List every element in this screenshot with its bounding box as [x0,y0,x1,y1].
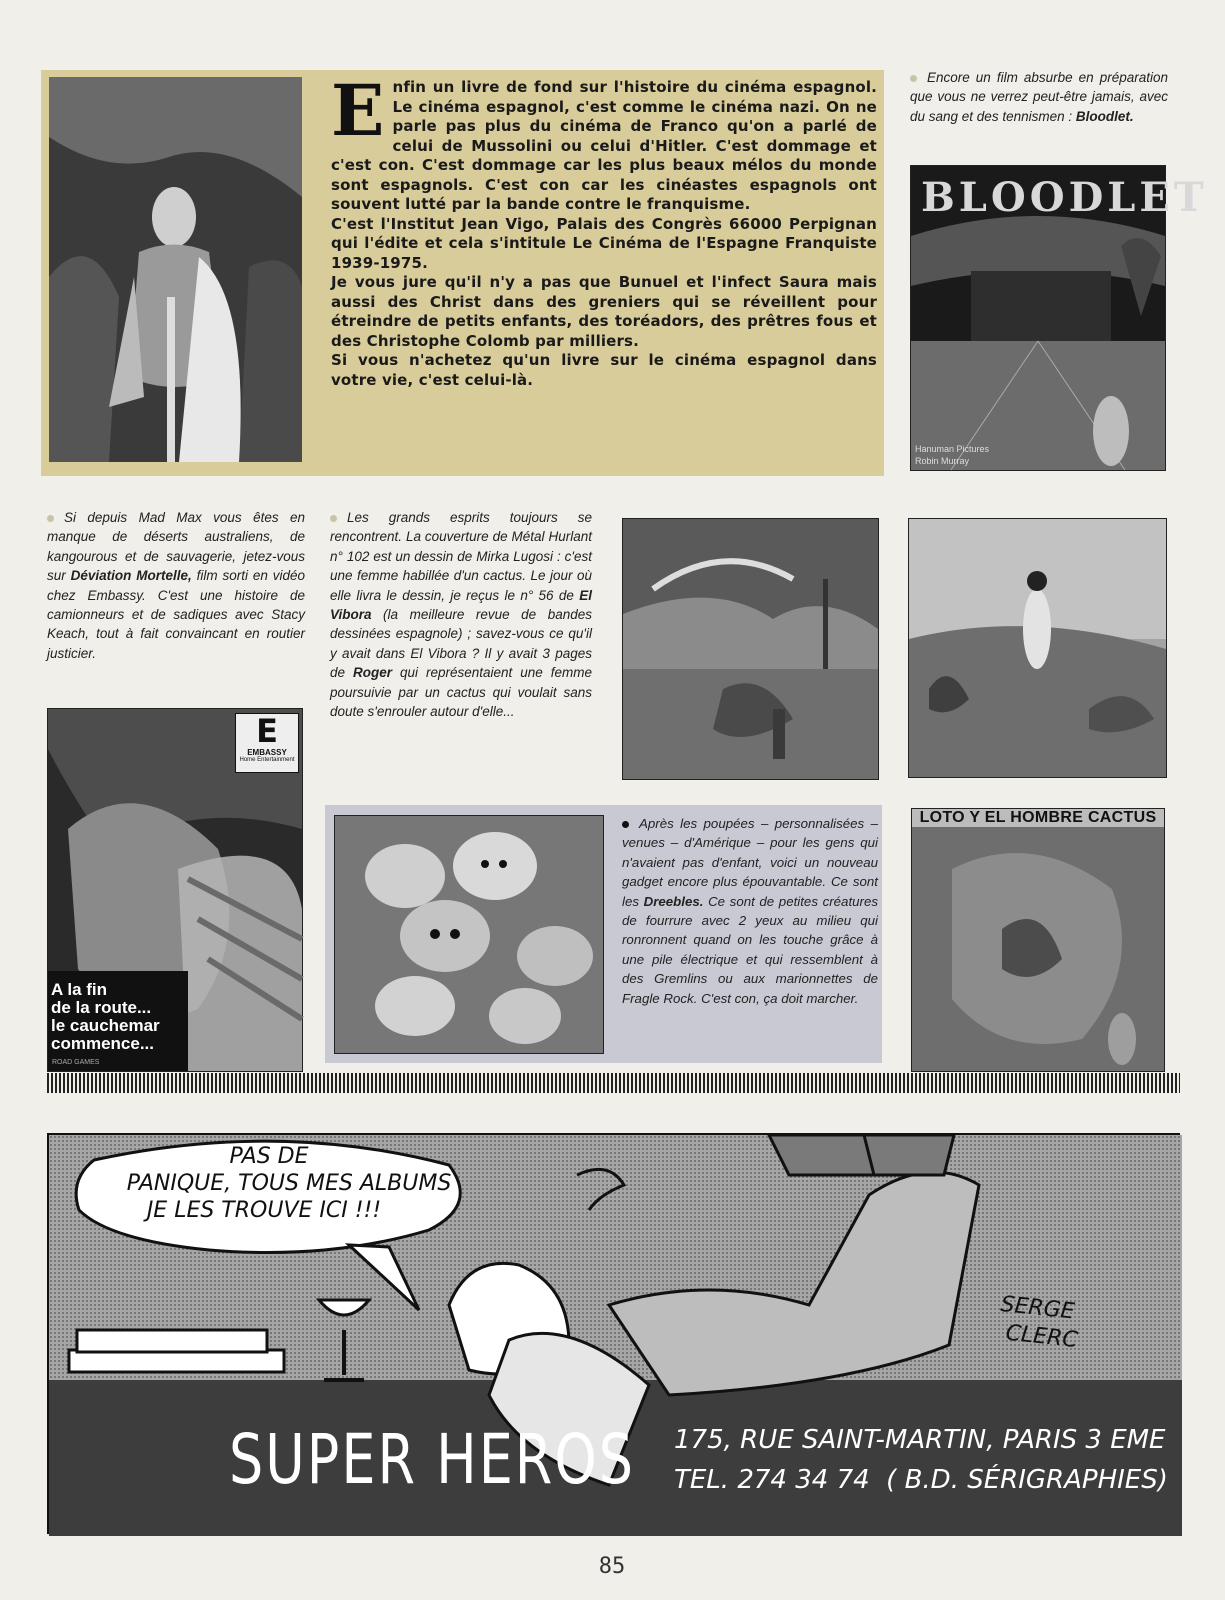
bloodlet-poster [910,165,1208,471]
barcode-divider [47,1073,1180,1093]
feature-article [331,69,877,390]
page-number: 85 [598,1554,626,1579]
bloodlet-credit-2: Robin Murray [915,456,970,466]
embassy-logo-letter: E [256,712,278,750]
el-vibora-title: El Vibora [330,587,592,623]
feature-paragraph-2: C'est l'Institut Jean Vigo, Palais des Congrès 66000 Perpignan qui l'édite et cela s'intitule [331,214,877,252]
bloodlet-blurb [910,68,1168,126]
bloodlet-credit-1: Hanuman Pictures [915,444,990,454]
embassy-logo-name: EMBASSY [247,748,287,757]
poster-small-title: ROAD GAMES [52,1059,100,1066]
dreebles-photo [334,815,604,1054]
bullet-icon [910,75,917,82]
shop-name: SUPER HEROS [229,1419,636,1501]
hombre-cactus-comic [911,808,1165,1072]
cactus-desert-illustration [622,518,879,780]
knight-illustration [49,77,302,462]
bloodlet-poster-title: BLOODLET [921,174,1208,221]
embassy-logo [235,713,299,773]
bloodlet-text: Encore un film absurbe en préparation que vous ne verrez peut-être jamais, avec du sang et des tennismen : [910,70,1168,124]
shop-phone: TEL. 274 34 74 ( B.D. SÉRIGRAPHIES) [674,1465,1168,1495]
shop-address: 175, RUE SAINT-MARTIN, PARIS 3 EME [674,1425,1166,1455]
speech-bubble-text: PAS DE PANIQUE, TOUS MES ALBUMS JE LES TROUVE ICI !!! [126,1144,452,1223]
esprits-blurb: Les grands esprits toujours se rencontrent. La couverture de Métal Hurlant n° 102 est un dessin de Mirka Lugosi : c'est une femme habillée d'un cactus. Le jour où elle livra le dessin, je reçus le n° 56 de El Vibora (la meilleure revue de bandes dessinées espagnole) ; savez-vous ce qu'il y avait dans El Vibora ? Il y avait 3 pages de Roger qui représentaient une femme poursuivie par un cactus qui voulait sans doute s'enrouler autour d'elle... [330,510,592,720]
bullet-icon [330,515,337,522]
madmax-blurb: Si depuis Mad Max vous êtes en manque de déserts australiens, de kangourous et de sauvagerie, jetez-vous sur Déviation Mortelle, film sorti en vidéo chez Embassy. C'est une histoire de camionneurs et de sadiques avec Stacy Keach, tout à fait convaincant en routier justicier. [47,510,305,661]
book-title: Le Cinéma de l'Espagne Franquiste 1939-1975. [331,234,877,272]
poster-tagline: A la fin de la route... le cauchemar commence... [51,980,160,1053]
deviation-mortelle-poster [47,708,303,1072]
drop-cap: E [331,69,385,152]
embassy-logo-sub: Home Entertainment [239,757,295,763]
bullet-icon [622,821,629,828]
dreebles-blurb: Après les poupées – personnalisées – venues – d'Amérique – pour les gens qui n'avaient pas d'enfant, voici un nouveau gadget encore plus épouvantable. Ce sont les Dreebles. Ce sont de petites créatures de fourrure avec 2 yeux au milieu qui ronronnent quand on les touche grâce à une pile électrique et qui ressemblent à des Gremlins ou aux marionnettes de Fragle Rock. C'est con, ça doit marcher. [622,816,878,1006]
feature-paragraph-3: Je vous jure qu'il n'y a pas que Bunuel et l'infect Saura mais aussi des Christ dans des greniers qui se réveillent pour étreindre de petits enfants, des toréadors, des prêtres fous et des Christophe Colomb par milliers. [331,273,877,350]
comic-title: LOTO Y EL HOMBRE CACTUS [912,809,1164,827]
deviation-mortelle-title: Déviation Mortelle, [70,568,192,584]
woman-running-illustration [908,518,1167,778]
feature-box [41,70,884,476]
dreebles-title: Dreebles. [643,893,704,909]
bloodlet-title: Bloodlet. [1075,108,1134,124]
roger-name: Roger [353,665,393,681]
super-heros-ad [47,1133,1180,1534]
feature-paragraph-4: Si vous n'achetez qu'un livre sur le cinéma espagnol dans votre vie, c'est celui-là. [331,351,877,389]
artist-signature: SERGE CLERC [999,1291,1079,1354]
feature-paragraph-1: nfin un livre de fond sur l'histoire du cinéma espagnol. Le cinéma espagnol, c'est comme le cinéma nazi. On ne parle pas plus du cinéma de Franco qu'on a parlé de celui de Mussolini ou celui d'Hitler. C'est dommage et c'est con. C'est dommage car les plus beaux mélos du monde sont espagnols. C'est con car les cinéastes espagnols ont souvent lutté par la bande contre le franquisme. [331,78,877,213]
bullet-icon [47,515,54,522]
